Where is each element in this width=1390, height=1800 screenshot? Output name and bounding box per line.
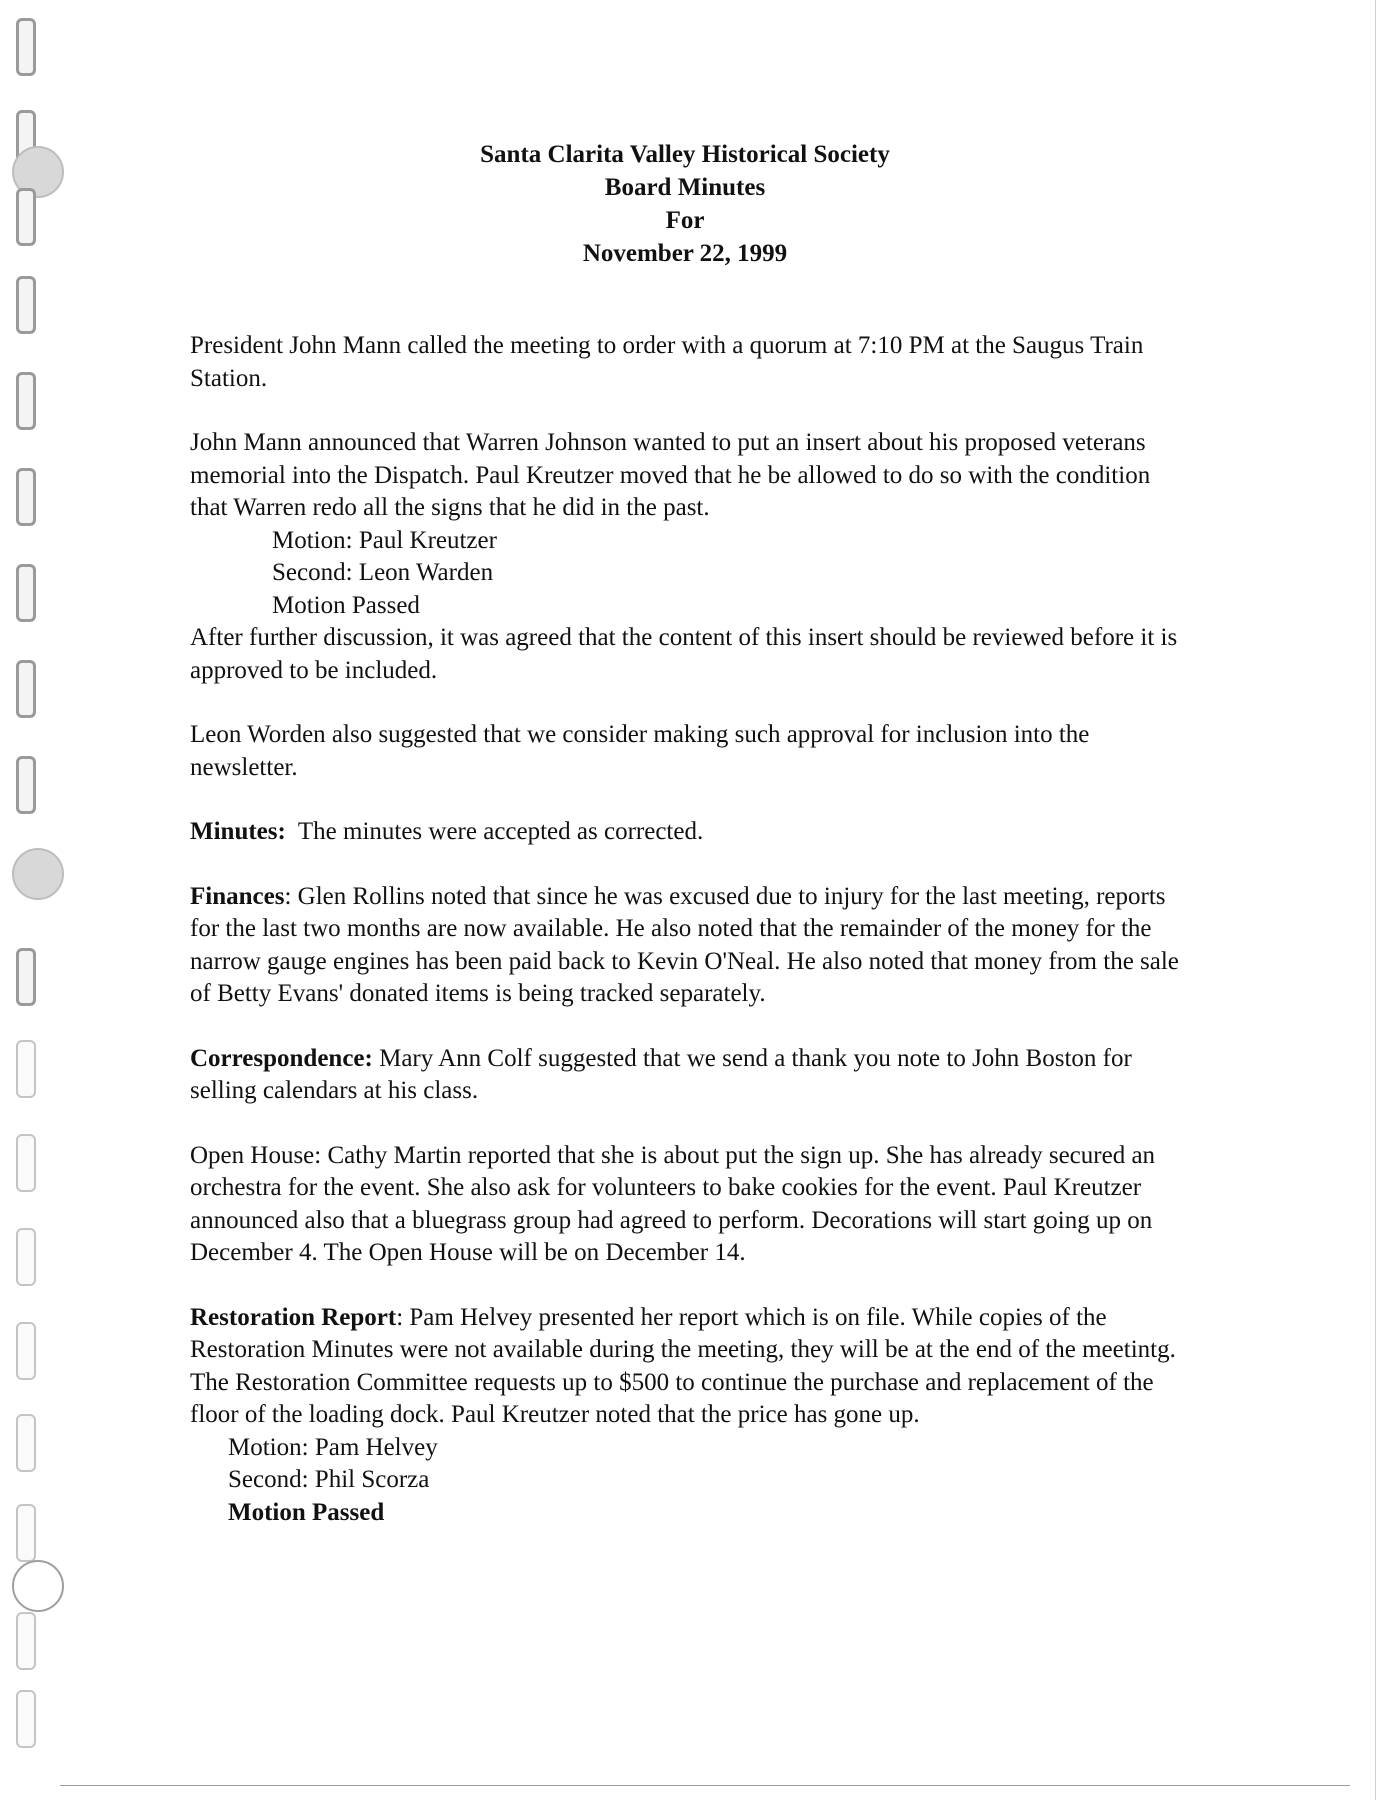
binder-hole (12, 1560, 64, 1612)
motion-result (190, 1497, 1190, 1530)
binder-punch-mark (16, 1414, 36, 1472)
restoration-label: Restoration Report (190, 1303, 397, 1331)
binder-punch-mark (16, 1040, 36, 1098)
restoration-section (190, 1302, 1190, 1530)
correspondence-label: Correspondence: (190, 1044, 373, 1072)
restoration-text: : Pam Helvey presented her report which is on file. While copies of the Restoration Minutes were not available during the meeting, they will be at the end of the meetintg. The Restoration Committee requests up to $500 to continue the purchase and replacement of the floor of the loading dock. Paul Kreutzer noted that the price has gone up. (190, 1303, 1176, 1428)
newsletter-paragraph: Leon Worden also suggested that we consider making such approval for inclusion into the newsletter. (190, 721, 1090, 781)
binder-hole (12, 848, 64, 900)
binder-punch-mark (16, 756, 36, 814)
binder-punch-mark (16, 1690, 36, 1748)
open-house-section: Open House: Cathy Martin reported that she is about put the sign up. She has already secured an orchestra for the event. She also ask for volunteers to bake cookies for the event. Paul Kreutzer announced also that a bluegrass group had agreed to perform. Decorations will start going up on December 4. The Open House will be on December 14. (190, 1141, 1156, 1266)
binder-punch-mark (16, 660, 36, 718)
minutes-section (190, 816, 1190, 849)
meeting-date: November 22, 1999 (582, 240, 788, 267)
binder-punch-mark (16, 276, 36, 334)
binder-punch-mark (16, 18, 36, 76)
document-header (0, 138, 1370, 270)
motion-line: Motion: Paul Kreutzer (272, 526, 497, 554)
binder-punch-mark (16, 1322, 36, 1380)
binder-punch-mark (16, 1504, 36, 1562)
title-for: For (665, 207, 705, 234)
correspondence-section (190, 1043, 1190, 1108)
organization-name: Santa Clarita Valley Historical Society (480, 141, 890, 168)
binder-punch-mark (16, 372, 36, 430)
finances-label: Finances (190, 882, 285, 910)
insert-discussion-section (190, 427, 1190, 687)
page-bottom-edge (60, 1785, 1350, 1786)
restoration-paragraph (190, 1302, 1190, 1432)
correspondence-text: Mary Ann Colf suggested that we send a thank you note to John Boston for selling calendars at his class. (190, 1044, 1132, 1104)
motion-result-text: Motion Passed (228, 1498, 385, 1526)
binder-punch-mark (16, 948, 36, 1006)
motion-line: Motion: Pam Helvey (228, 1433, 438, 1461)
binder-punch-mark (16, 1612, 36, 1670)
insert-paragraph: John Mann announced that Warren Johnson wanted to put an insert about his proposed veterans memorial into the Dispatch. Paul Kreutzer moved that he be allowed to do so with the condition that Warren redo all the signs that he did in the past. (190, 429, 1151, 521)
minutes-label: Minutes: (190, 818, 286, 845)
minutes-body (190, 330, 1190, 1529)
second-line: Second: Leon Warden (272, 559, 494, 586)
second-line: Second: Phil Scorza (228, 1466, 430, 1493)
further-discussion-paragraph: After further discussion, it was agreed that the content of this insert should be reviewed before it is approved to be included. (190, 624, 1178, 684)
binder-punch-mark (16, 1228, 36, 1286)
finances-section (190, 881, 1190, 1011)
document-title: Board Minutes (604, 174, 766, 201)
page-right-edge (1375, 0, 1376, 1800)
binder-punch-mark (16, 1134, 36, 1192)
binder-punch-mark (16, 468, 36, 526)
binder-punch-mark (16, 564, 36, 622)
motion-result: Motion Passed (272, 591, 420, 619)
finances-text: : Glen Rollins noted that since he was excused due to injury for the last meeting, reports for the last two months are now available. He also noted that the remainder of the money for the narrow gauge engines has been paid back to Kevin O'Neal. He also noted that money from the sale of Betty Evans' donated items is being tracked separately. (190, 882, 1179, 1007)
call-to-order-paragraph: President John Mann called the meeting to order with a quorum at 7:10 PM at the Saugus Train Station. (190, 332, 1144, 392)
minutes-text: The minutes were accepted as corrected. (285, 818, 704, 845)
